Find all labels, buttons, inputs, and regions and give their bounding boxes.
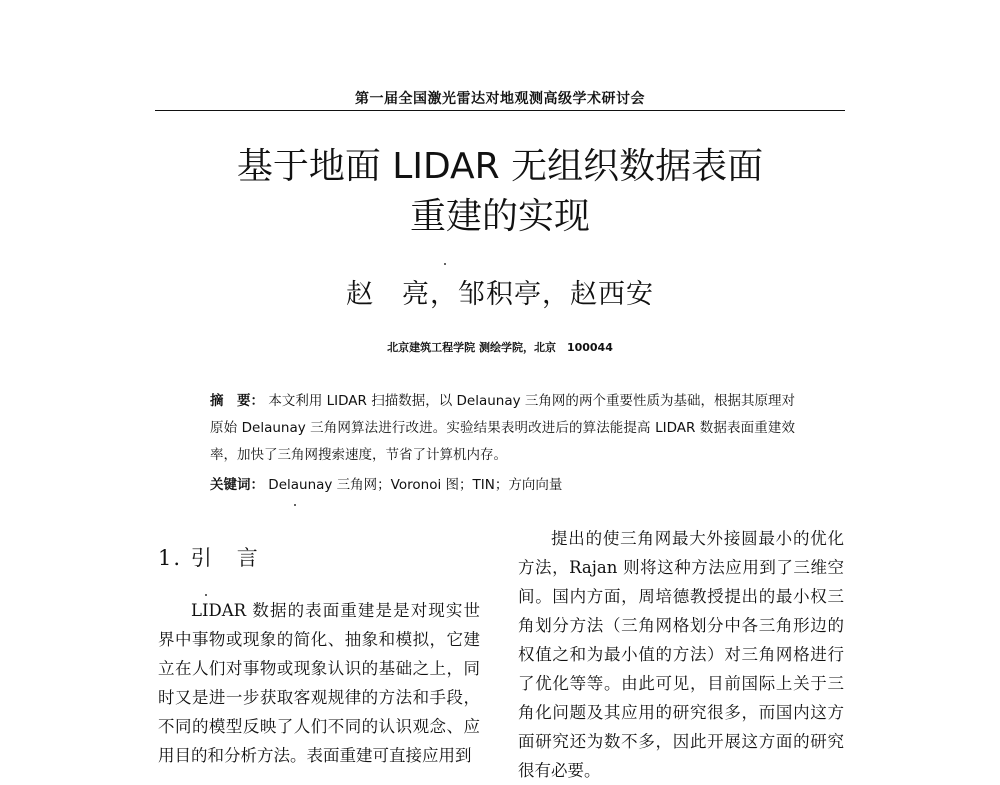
left-column-paragraph: LIDAR 数据的表面重建是是对现实世界中事物或现象的简化、抽象和模拟，它建立在人们对事物或现象认识的基础之上，同时又是进一步获取客观规律的方法和手段，不同的模型反映了人们不同的认识观念、应用目的和分析方法。表面重建可直接应用到 — [158, 601, 480, 765]
section-heading: 1. 引 言 — [158, 546, 260, 570]
scan-speck — [205, 594, 207, 596]
abstract — [210, 388, 795, 469]
scan-speck — [444, 263, 446, 265]
keywords — [210, 472, 795, 499]
authors: 赵 亮，邹积亭，赵西安 — [346, 279, 654, 310]
conference-header: 第一届全国激光雷达对地观测高级学术研讨会 — [355, 91, 645, 107]
paper-title — [120, 142, 880, 242]
title-line-2: 重建的实现 — [409, 196, 590, 237]
header-rule — [155, 110, 845, 111]
abstract-label: 摘 要： — [210, 393, 265, 409]
right-column-paragraph: 提出的使三角网最大外接圆最小的优化方法，Rajan 则将这种方法应用到了三维空间。国内方面，周培德教授提出的最小权三角划分方法（三角网格划分中各三角形边的权值之和为最小值的方法）对三角网格进行了优化等等。由此可见，目前国际上关于三角化问题及其应用的研究很多，而国内这方面研究还为数不多，因此开展这方面的研究很有必要。 — [518, 529, 844, 780]
abstract-text: 本文利用 LIDAR 扫描数据，以 Delaunay 三角网的两个重要性质为基础，根据其原理对原始 Delaunay 三角网算法进行改进。实验结果表明改进后的算法能提高 LIDAR 数据表面重建效率，加快了三角网搜索速度，节省了计算机内存。 — [210, 393, 796, 463]
affiliation: 北京建筑工程学院 测绘学院，北京 100044 — [387, 341, 613, 354]
scan-speck — [294, 504, 296, 506]
title-line-1: 基于地面 LIDAR 无组织数据表面 — [236, 146, 764, 187]
keywords-text: Delaunay 三角网；Voronoi 图；TIN；方向向量 — [268, 477, 563, 493]
keywords-label: 关键词： — [210, 477, 264, 493]
